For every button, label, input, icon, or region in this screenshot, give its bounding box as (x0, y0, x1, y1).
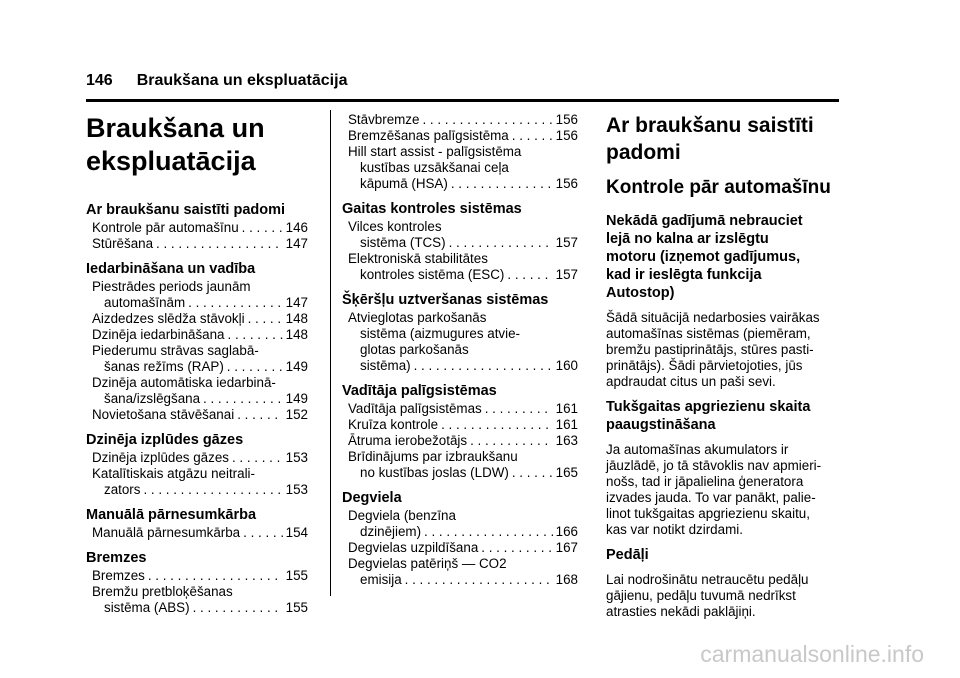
toc-entry-line[interactable] (92, 525, 308, 541)
toc-entry-line[interactable] (348, 310, 578, 326)
toc-entry-line[interactable] (348, 556, 578, 572)
toc-column-2 (342, 112, 578, 588)
toc-entry-text: Degvielas patēriņš — CO2 (348, 556, 507, 571)
leader-dots (237, 407, 282, 423)
text-line: bremžu pastiprinātājs, stūres pasti- (606, 342, 814, 357)
toc-entry-line[interactable] (92, 279, 308, 295)
toc-page-number: 161 (555, 417, 578, 432)
leader-dots (441, 417, 553, 433)
toc-page-number: 153 (285, 482, 308, 497)
text-line: kas var notikt dzirdami. (606, 522, 743, 537)
toc-entry-line[interactable] (92, 466, 308, 482)
toc-page-number: 163 (555, 433, 578, 448)
toc-entry-line[interactable] (348, 342, 578, 358)
toc-entry-line[interactable] (92, 311, 308, 327)
toc-entry-text: šana/izslēgšana (104, 391, 201, 406)
toc-entries (92, 525, 308, 541)
chapter-title (86, 112, 308, 178)
toc-entry-text: Piestrādes periods jaunām (92, 279, 251, 294)
toc-page-number: 160 (555, 358, 578, 373)
toc-entries (348, 112, 578, 192)
leader-dots (449, 235, 553, 251)
toc-page-number: 146 (285, 220, 308, 235)
toc-section-heading: Ar braukšanu saistīti padomi (86, 202, 286, 218)
toc-entry-line[interactable] (92, 295, 308, 311)
toc-entry-line[interactable] (348, 176, 578, 192)
toc-entry-line[interactable] (348, 251, 578, 267)
heading-line: kad ir ieslēgta funkcija (606, 267, 762, 283)
leader-dots (451, 176, 553, 192)
leader-dots (232, 450, 283, 466)
toc-entry-line[interactable] (92, 600, 308, 616)
text-line: izvades jauda. To var panākt, palie- (606, 490, 816, 505)
toc-entries (92, 450, 308, 498)
toc-entry-text: Kontrole pār automašīnu (92, 220, 239, 235)
toc-page-number: 156 (555, 112, 578, 127)
heading-line: Autostop) (606, 285, 675, 301)
toc-entry-text: Bremzēšanas palīgsistēma (348, 128, 509, 143)
toc-section-heading: Manuālā pārnesumkārba (86, 507, 257, 523)
toc-section-heading: Bremzes (86, 550, 147, 566)
leader-dots (203, 391, 283, 407)
toc-entry-text: sistēma) (360, 358, 411, 373)
leader-dots (143, 482, 282, 498)
toc-entry-text: Vilces kontroles (348, 219, 442, 234)
toc-entry-text: Bremzes (92, 568, 145, 583)
leader-dots (248, 311, 283, 327)
toc-entry-line[interactable] (92, 375, 308, 391)
heading-line: lejā no kalna ar izslēgtu (606, 231, 769, 247)
leader-dots (193, 600, 283, 616)
heading-line: motoru (izņemot gadījumus, (606, 249, 801, 265)
toc-entry-text: glotas parkošanās (360, 342, 469, 357)
chapter-title-line: Braukšana un (86, 113, 265, 143)
toc-page-number: 153 (285, 450, 308, 465)
toc-entry-text: Brīdinājums par izbraukšanu (348, 449, 518, 464)
running-header (86, 72, 347, 90)
body-column (606, 112, 842, 628)
text-line: Šādā situācijā nedarbosies vairākas (606, 310, 820, 325)
subsection-heading: Kontrole pār automašīnu (606, 177, 831, 198)
toc-page-number: 156 (555, 176, 578, 191)
toc-entry-line[interactable] (92, 482, 308, 498)
toc-entry-line[interactable] (92, 343, 308, 359)
toc-entry-line[interactable] (348, 524, 578, 540)
leader-dots (405, 572, 553, 588)
toc-entry-line[interactable] (348, 540, 578, 556)
leader-dots (228, 327, 283, 343)
toc-page-number: 168 (555, 572, 578, 587)
toc-entry-line[interactable] (348, 449, 578, 465)
toc-entry-line[interactable] (348, 235, 578, 251)
heading-line: Ar braukšanu saistīti (606, 114, 814, 137)
toc-page-number: 157 (555, 235, 578, 250)
pedals-heading: Pedāļi (606, 547, 649, 563)
toc-entry-line[interactable] (348, 508, 578, 524)
toc-entry-line[interactable] (348, 326, 578, 342)
toc-entry-text: šanas režīms (RAP) (104, 359, 224, 374)
text-line: nošs, tad ir jāpalielina ģeneratora (606, 474, 804, 489)
leader-dots (148, 568, 283, 584)
leader-dots (188, 295, 283, 311)
toc-entry-text: dzinējiem) (360, 524, 422, 539)
text-line: apdraudat citus un paši sevi. (606, 374, 776, 389)
toc-entry-line[interactable] (92, 220, 308, 236)
toc-entry-line[interactable] (348, 465, 578, 481)
text-line: linot tukšgaitas apgriezienu skaitu, (606, 506, 810, 521)
leader-dots (422, 112, 552, 128)
page-number: 146 (86, 72, 113, 89)
heading-line: Tukšgaitas apgriezienu skaita (606, 399, 811, 415)
leader-dots (414, 358, 553, 374)
header-rule (86, 99, 839, 102)
toc-entry-text: kāpumā (HSA) (360, 176, 448, 191)
toc-entry-line[interactable] (348, 128, 578, 144)
toc-entry-text: emisija (360, 572, 402, 587)
toc-entry-text: Degviela (benzīna (348, 508, 456, 523)
toc-entry-text: Ātruma ierobežotājs (348, 433, 468, 448)
toc-entry-line[interactable] (348, 401, 578, 417)
toc-entry-text: Dzinēja izplūdes gāzes (92, 450, 229, 465)
toc-entry-text: Dzinēja automātiska iedarbinā- (92, 375, 276, 390)
toc-entry-line[interactable] (92, 391, 308, 407)
leader-dots (485, 401, 553, 417)
toc-entry-line[interactable] (348, 358, 578, 374)
toc-page-number: 152 (285, 407, 308, 422)
toc-page-number: 149 (285, 359, 308, 374)
toc-entry-text: kustības uzsākšanai ceļa (360, 160, 509, 175)
toc-entry-text: Vadītāja palīgsistēmas (348, 401, 482, 416)
toc-entry-text: Katalītiskais atgāzu neitrali- (92, 466, 255, 481)
toc-entry-line[interactable] (92, 584, 308, 600)
section-heading (606, 112, 842, 166)
text-line: jāuzlādē, jo tā stāvoklis nav apmieri- (606, 458, 822, 473)
toc-entries (92, 568, 308, 616)
toc-entry-text: Novietošana stāvēšanai (92, 407, 235, 422)
column-divider (330, 110, 331, 596)
toc-entry-line[interactable] (92, 327, 308, 343)
toc-entry-text: Stāvbremze (348, 112, 420, 127)
toc-page-number: 147 (285, 295, 308, 310)
toc-entry-line[interactable] (348, 267, 578, 283)
toc-entry-text: Kruīza kontrole (348, 417, 439, 432)
toc-entries (348, 508, 578, 588)
toc-section-heading: Šķēršļu uztveršanas sistēmas (342, 292, 549, 308)
watermark: carmanualsonline.info (700, 641, 924, 667)
toc-page-number: 148 (285, 311, 308, 326)
leader-dots (512, 128, 553, 144)
toc-entry-text: sistēma (aizmugures atvie- (360, 326, 520, 341)
running-title: Braukšana un ekspluatācija (136, 72, 348, 89)
toc-entry-text: sistēma (TCS) (360, 235, 446, 250)
toc-entry-line[interactable] (348, 417, 578, 433)
toc-entry-text: Atvieglotas parkošanās (348, 310, 487, 325)
leader-dots (243, 525, 283, 541)
toc-entry-text: Degvielas uzpildīšana (348, 540, 479, 555)
leader-dots (507, 267, 552, 283)
text-line: Lai nodrošinātu netraucētu pedāļu (606, 572, 809, 587)
paragraph (606, 572, 842, 620)
paragraph (606, 442, 842, 538)
toc-entry-text: Piederumu strāvas saglabā- (92, 343, 259, 358)
leader-dots (156, 236, 283, 252)
toc-page-number: 166 (555, 524, 578, 539)
text-line: gājienu, pedāļu tuvumā nedrīkst (606, 588, 796, 603)
toc-entry-text: automašīnām (104, 295, 186, 310)
toc-entry-text: sistēma (ABS) (104, 600, 190, 615)
toc-entry-line[interactable] (348, 112, 578, 128)
toc-entry-text: no kustības joslas (LDW) (360, 465, 509, 480)
toc-entry-line[interactable] (348, 219, 578, 235)
toc-entry-line[interactable] (348, 144, 578, 160)
toc-entries (92, 279, 308, 423)
toc-section-heading: Iedarbināšana un vadība (86, 261, 256, 277)
toc-entry-line[interactable] (348, 160, 578, 176)
heading-line: padomi (606, 141, 681, 164)
toc-entries (348, 219, 578, 283)
text-line: prinātājs). Šādi pārvietojoties, jūs (606, 358, 803, 373)
toc-entry-line[interactable] (348, 433, 578, 449)
toc-page-number: 148 (285, 327, 308, 342)
heading-line: Nekādā gadījumā nebrauciet (606, 213, 803, 229)
toc-entries (348, 310, 578, 374)
toc-page-number: 154 (285, 525, 308, 540)
toc-entry-line[interactable] (92, 407, 308, 423)
toc-page-number: 157 (555, 267, 578, 282)
leader-dots (470, 433, 553, 449)
toc-page-number: 155 (285, 568, 308, 583)
leader-dots (242, 220, 283, 236)
toc-entry-text: Dzinēja iedarbināšana (92, 327, 225, 342)
toc-entry-text: Hill start assist - palīgsistēma (348, 144, 522, 159)
warning-heading (606, 212, 842, 302)
leader-dots (481, 540, 552, 556)
toc-entry-text: Aizdedzes slēdža stāvokļi (92, 311, 245, 326)
toc-page-number: 167 (555, 540, 578, 555)
toc-page-number: 165 (555, 465, 578, 480)
text-line: atrasties nekādi paklājiņi. (606, 604, 756, 619)
text-line: automašīnas sistēmas (piemēram, (606, 326, 811, 341)
toc-entry-text: Stūrēšana (92, 236, 154, 251)
leader-dots (424, 524, 553, 540)
leader-dots (227, 359, 283, 375)
paragraph (606, 310, 842, 390)
toc-section-heading: Vadītāja palīgsistēmas (342, 383, 497, 399)
toc-entry-text: Manuālā pārnesumkārba (92, 525, 241, 540)
toc-page-number: 161 (555, 401, 578, 416)
chapter-title-line: ekspluatācija (86, 146, 256, 176)
toc-entry-line[interactable] (92, 568, 308, 584)
toc-page-number: 149 (285, 391, 308, 406)
toc-column-1 (86, 112, 308, 616)
idle-speed-heading (606, 398, 842, 434)
toc-entry-line[interactable] (92, 359, 308, 375)
toc-page-number: 155 (285, 600, 308, 615)
toc-entry-line[interactable] (92, 236, 308, 252)
toc-entry-line[interactable] (92, 450, 308, 466)
toc-entry-text: Elektroniskā stabilitātes (348, 251, 488, 266)
toc-page-number: 147 (285, 236, 308, 251)
toc-entry-line[interactable] (348, 572, 578, 588)
leader-dots (512, 465, 553, 481)
toc-entries (92, 220, 308, 252)
toc-section-heading: Dzinēja izplūdes gāzes (86, 432, 244, 448)
toc-section-heading: Gaitas kontroles sistēmas (342, 201, 522, 217)
toc-entry-text: Bremžu pretbloķēšanas (92, 584, 233, 599)
heading-line: paaugstināšana (606, 417, 716, 433)
toc-entries (348, 401, 578, 481)
toc-page-number: 156 (555, 128, 578, 143)
toc-section-heading: Degviela (342, 490, 402, 506)
text-line: Ja automašīnas akumulators ir (606, 442, 789, 457)
toc-entry-text: kontroles sistēma (ESC) (360, 267, 505, 282)
toc-entry-text: zators (104, 482, 141, 497)
